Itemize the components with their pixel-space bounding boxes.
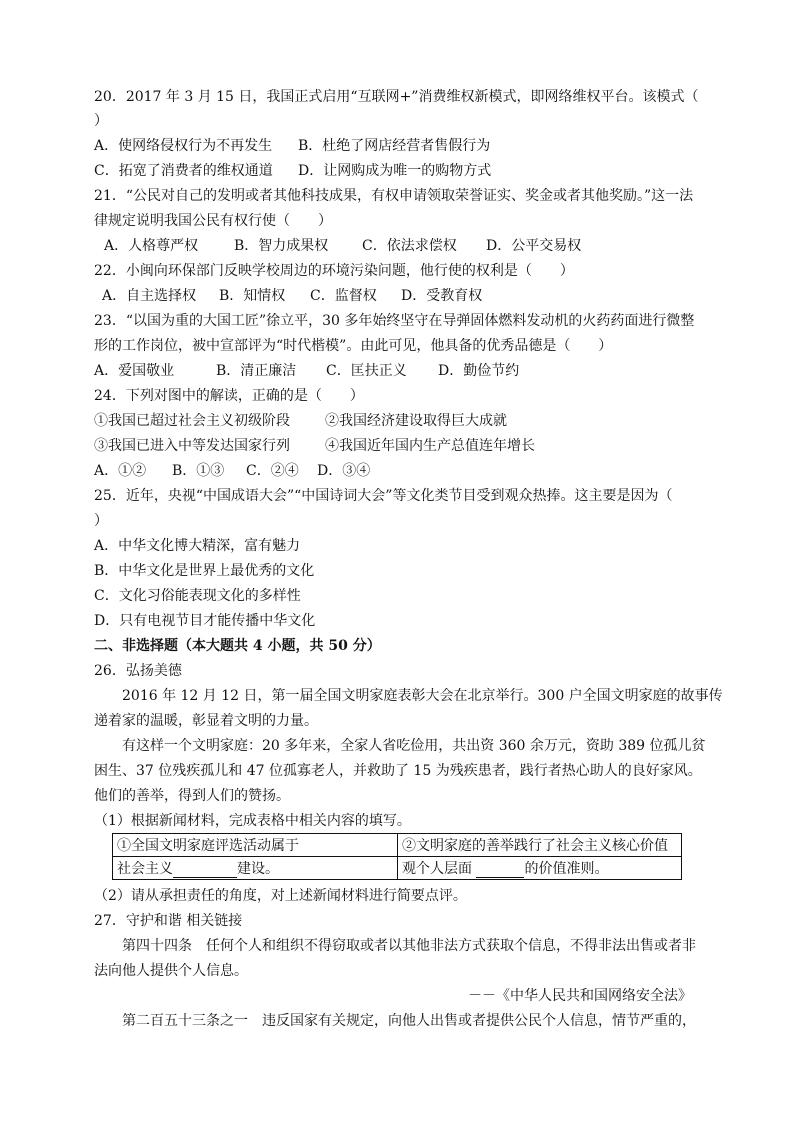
q26-subquestion-1: （1）根据新闻材料，完成表格中相关内容的填写。 <box>94 813 411 829</box>
q23-option-d: D．勤俭节约 <box>438 363 520 379</box>
table-cell <box>113 857 398 880</box>
q21-stem-line1: 21．“公民对自己的发明或者其他科技成果，有权申请领取荣誉证实、奖金或者其他奖励。”这一法 <box>94 188 694 204</box>
q24-statement-1: ①我国已超过社会主义初级阶段 <box>94 413 290 429</box>
q26-subquestion-2: （2）请从承担责任的角度，对上述新闻材料进行简要点评。 <box>94 888 467 904</box>
q20-stem-line1: 20．2017 年 3 月 15 日，我国正式启用“互联网+”消费维权新模式，即网络维权平台。该模式（ <box>94 89 699 105</box>
q21-stem-line2: 律规定说明我国公民有权行使（ ） <box>94 213 332 229</box>
q25-option-c: C．文化习俗能表现文化的多样性 <box>94 588 301 604</box>
q21-option-a: A．人格尊严权 <box>104 238 199 254</box>
q26-table-r2c2-suffix: 的价值准则。 <box>524 861 609 877</box>
q20-stem-line2: ） <box>94 113 108 129</box>
table-cell <box>398 857 682 880</box>
q27-source-citation: －－《中华人民共和国网络安全法》 <box>468 988 692 1004</box>
q26-table-r2c1-suffix: 建设。 <box>237 861 279 877</box>
q27-article253-line1: 第二百五十三条之一 违反国家有关规定，向他人出售或者提供公民个人信息，情节严重的， <box>122 1013 696 1029</box>
q22-option-b: B．知情权 <box>219 288 286 304</box>
q26-blank-1[interactable] <box>173 863 237 878</box>
q26-paragraph1-line1: 2016 年 12 月 12 日，第一届全国文明家庭表彰大会在北京举行。300 户全国文明家庭的故事传 <box>122 688 723 704</box>
q26-blank-2[interactable] <box>476 863 524 878</box>
q24-stem: 24．下列对图中的解读，正确的是（ ） <box>94 388 364 404</box>
q25-option-b: B．中华文化是世界上最优秀的文化 <box>94 563 315 579</box>
q23-option-b: B．清正廉洁 <box>216 363 297 379</box>
q26-table-r2c2-prefix: 观个人层面 <box>402 861 472 877</box>
q26-paragraph2-line2: 困生、37 位残疾孤儿和 47 位孤寡老人，并救助了 15 为残疾患者，践行者热心助人的良好家风。 <box>94 763 702 779</box>
q20-option-a: A．使网络侵权行为不再发生 <box>94 138 273 154</box>
q27-article44-line1: 第四十四条 任何个人和组织不得窃取或者以其他非法方式获取个信息，不得非法出售或者非 <box>122 938 696 954</box>
q22-option-d: D．受教育权 <box>401 288 483 304</box>
q24-statement-2: ②我国经济建设取得巨大成就 <box>325 413 507 429</box>
q23-stem-line1: 23．“以国为重的大国工匠”徐立平，30 多年始终坚守在导弹固体燃料发动机的火药药面进行微整 <box>94 313 695 329</box>
q22-option-a: A．自主选择权 <box>102 288 197 304</box>
q24-option-b: B．①③ <box>172 463 225 479</box>
q24-statement-3: ③我国已进入中等发达国家行列 <box>94 438 290 454</box>
q25-option-a: A．中华文化博大精深，富有魅力 <box>94 538 301 554</box>
section-2-heading: 二、非选择题（本大题共 4 小题，共 50 分） <box>94 638 381 654</box>
q23-option-c: C．匡扶正义 <box>326 363 407 379</box>
q23-stem-line2: 形的工作岗位，被中宣部评为“时代楷模”。由此可见，他具备的优秀品德是（ ） <box>94 338 613 354</box>
q26-table-r2c1-prefix: 社会主义 <box>117 861 173 877</box>
table-cell <box>113 834 398 857</box>
table-cell <box>398 834 682 857</box>
table-row <box>113 834 682 857</box>
q22-stem: 22．小闽向环保部门反映学校周边的环境污染问题，他行使的权利是（ ） <box>94 263 574 279</box>
q27-article44-line2: 法向他人提供个人信息。 <box>94 963 248 979</box>
q23-option-a: A．爱国敬业 <box>94 363 175 379</box>
q26-paragraph2-line1: 有这样一个文明家庭：20 多年来，全家人省吃俭用，共出资 360 余万元，资助 389 位孤儿贫 <box>122 738 706 754</box>
q26-table-r1c2: ②文明家庭的善举践行了社会主义核心价值 <box>402 838 668 854</box>
q21-option-b: B．智力成果权 <box>234 238 329 254</box>
q21-option-c: C．依法求偿权 <box>362 238 457 254</box>
q24-statement-4: ④我国近年国内生产总值连年增长 <box>325 438 535 454</box>
q24-option-d: D．③④ <box>317 463 371 479</box>
q25-option-d: D．只有电视节目才能传播中华文化 <box>94 613 316 629</box>
q22-option-c: C．监督权 <box>310 288 377 304</box>
q26-table-r1c1: ①全国文明家庭评选活动属于 <box>117 838 299 854</box>
q27-title: 27．守护和谐 相关链接 <box>94 913 243 929</box>
q26-fill-table <box>112 833 682 880</box>
q24-option-c: C．②④ <box>246 463 299 479</box>
q21-option-d: D．公平交易权 <box>486 238 582 254</box>
q24-option-a: A．①② <box>94 463 147 479</box>
q26-paragraph1-line2: 递着家的温暖，彰显着文明的力量。 <box>94 713 318 729</box>
q20-option-c: C．拓宽了消费者的维权通道 <box>94 163 273 179</box>
q26-paragraph2-line3: 他们的善举，得到人们的赞扬。 <box>94 788 290 804</box>
q20-option-d: D．让网购成为唯一的购物方式 <box>298 163 492 179</box>
q26-title: 26．弘扬美德 <box>94 663 182 679</box>
q20-option-b: B．杜绝了网店经营者售假行为 <box>298 138 491 154</box>
table-row <box>113 857 682 880</box>
q25-stem-line2: ） <box>94 513 108 529</box>
q25-stem-line1: 25．近年，央视“中国成语大会”“中国诗词大会”等文化类节目受到观众热捧。这主要是因为（ <box>94 488 673 504</box>
